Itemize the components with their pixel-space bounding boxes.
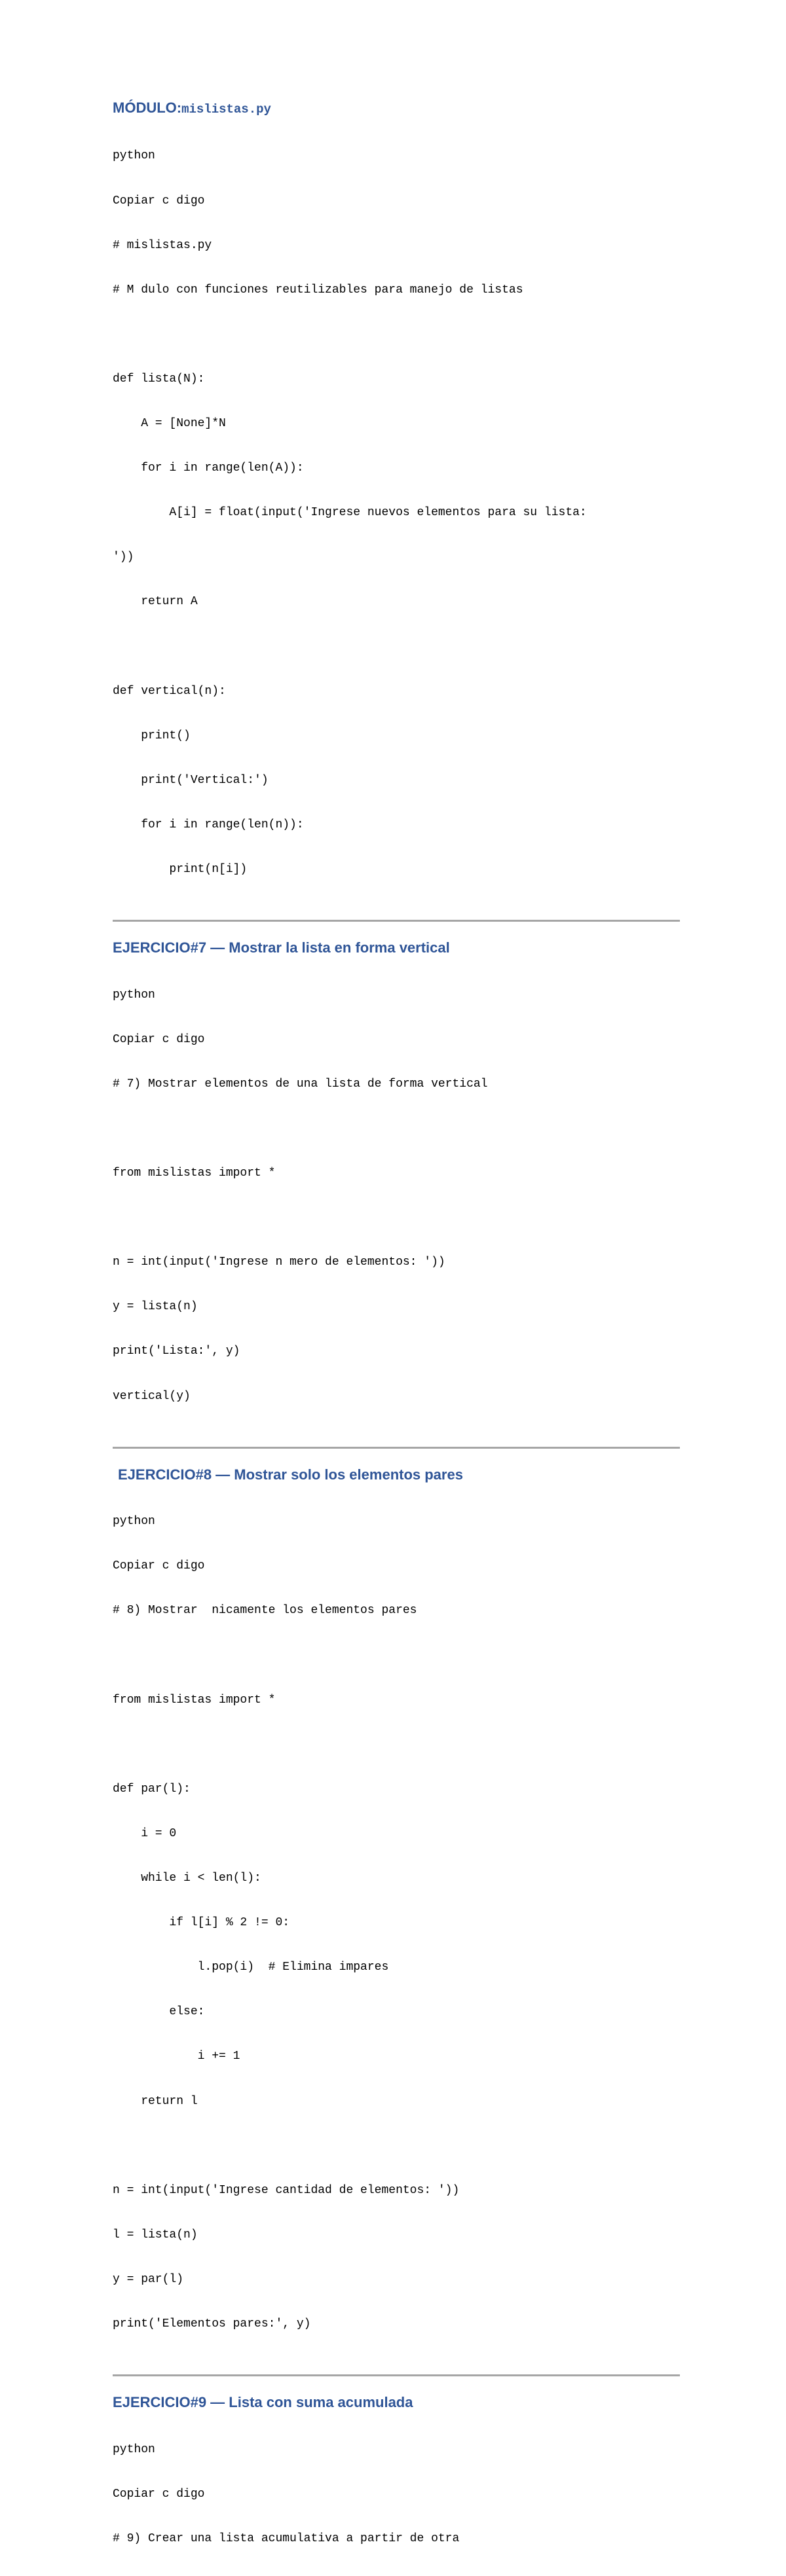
code-line: return l <box>113 2094 198 2108</box>
code-line: def vertical(n): <box>113 684 226 698</box>
section-divider <box>113 2374 680 2376</box>
code-line: # 8) Mostrar nicamente los elementos pares <box>113 1604 417 1618</box>
code-line: y = par(l) <box>113 2272 184 2286</box>
code-line: # mislistas.py <box>113 238 212 252</box>
code-line: def par(l): <box>113 1782 191 1796</box>
code-line: A = [None]*N <box>113 417 226 431</box>
code-line: vertical(y) <box>113 1389 191 1403</box>
code-line: while i < len(l): <box>113 1871 261 1885</box>
section-divider <box>113 920 680 922</box>
copy-code-button[interactable]: Copiar c digo <box>113 1032 205 1046</box>
code-line: if l[i] % 2 != 0: <box>113 1916 290 1930</box>
code-line: from mislistas import * <box>113 1693 276 1707</box>
code-line: n = int(input('Ingrese cantidad de elementos: ')) <box>113 2183 460 2197</box>
code-line: else: <box>113 2005 205 2019</box>
code-line: A[i] = float(input('Ingrese nuevos elementos para su lista: <box>113 506 587 520</box>
section-divider <box>113 1447 680 1449</box>
code-line <box>113 2139 680 2154</box>
code-line <box>113 1648 680 1663</box>
code-line: y = lista(n) <box>113 1300 198 1314</box>
copy-code-button[interactable]: Copiar c digo <box>113 1559 205 1573</box>
code-line: for i in range(len(A)): <box>113 462 304 475</box>
code-line <box>113 327 680 342</box>
code-line: # 9) Crear una lista acumulativa a partir de otra <box>113 2531 460 2545</box>
ex8-section <box>113 1465 680 2361</box>
code-line: print('Elementos pares:', y) <box>113 2317 311 2331</box>
code-line <box>113 1121 680 1136</box>
module-section <box>113 98 680 907</box>
code-line <box>113 1210 680 1225</box>
code-line: l.pop(i) # Elimina impares <box>113 1961 389 1974</box>
code-line: i = 0 <box>113 1826 177 1840</box>
ex9-heading: EJERCICIO#9 — Lista con suma acumulada <box>113 2394 413 2411</box>
code-line <box>113 1737 680 1752</box>
code-line: print() <box>113 729 191 742</box>
code-line: # 7) Mostrar elementos de una lista de forma vertical <box>113 1077 488 1091</box>
ex8-heading: EJERCICIO#8 — Mostrar solo los elementos pares <box>118 1466 463 1483</box>
code-lang-label: python <box>113 1515 155 1529</box>
ex8-code-block <box>113 1485 680 2361</box>
ex7-section <box>113 938 680 1433</box>
code-lang-label: python <box>113 988 155 1002</box>
module-heading <box>113 98 680 119</box>
code-line: i += 1 <box>113 2050 240 2063</box>
code-line: for i in range(len(n)): <box>113 818 304 832</box>
ex7-heading: EJERCICIO#7 — Mostrar la lista en forma vertical <box>113 939 450 956</box>
code-line: n = int(input('Ingrese n mero de elementos: ')) <box>113 1256 445 1269</box>
module-code-block <box>113 119 680 907</box>
ex9-section <box>113 2393 680 2576</box>
code-line: print('Lista:', y) <box>113 1345 240 1358</box>
ex7-code-block <box>113 958 680 1433</box>
code-line: l = lista(n) <box>113 2228 198 2241</box>
module-title-file: mislistas.py <box>181 102 271 117</box>
code-line: # M dulo con funciones reutilizables para manejo de listas <box>113 283 523 297</box>
code-lang-label: python <box>113 149 155 163</box>
code-line: def lista(N): <box>113 372 205 386</box>
ex9-code-block <box>113 2412 680 2576</box>
code-line: print('Vertical:') <box>113 773 269 787</box>
copy-code-button[interactable]: Copiar c digo <box>113 2487 205 2501</box>
copy-code-button[interactable]: Copiar c digo <box>113 194 205 208</box>
code-line: return A <box>113 595 198 609</box>
document-page <box>113 98 680 2576</box>
module-title-prefix: MÓDULO: <box>113 100 182 116</box>
code-lang-label: python <box>113 2442 155 2456</box>
code-line: print(n[i]) <box>113 863 248 877</box>
code-line: ')) <box>113 551 134 564</box>
code-line: from mislistas import * <box>113 1167 276 1180</box>
code-line <box>113 640 680 655</box>
